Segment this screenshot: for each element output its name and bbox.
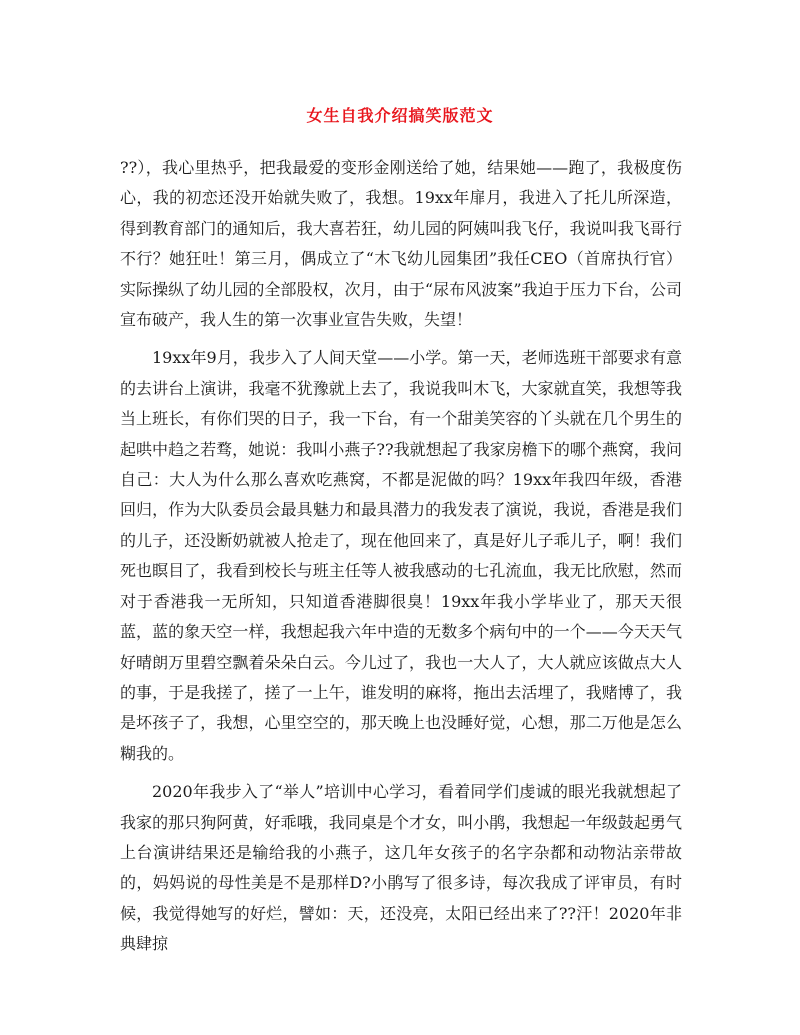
- paragraph-3: 2020年我步入了“举人”培训中心学习，看着同学们虔诚的眼光我就想起了我家的那只狗阿黄，好乖哦，我同桌是个才女，叫小鹃，我想起一年级鼓起勇气上台演讲结果还是输给我的小燕子，这几年女孩子的名字杂都和动物沾亲带故的，妈妈说的母性美是不是那样D?小鹃写了很多诗，每次我成了评审员，有时候，我觉得她写的好烂，譬如：天，还没亮，太阳已经出来了??汗！2020年非典肆掠: [120, 782, 682, 954]
- paragraph-2: 19xx年9月，我步入了人间天堂——小学。第一天，老师选班干部要求有意的去讲台上演讲，我毫不犹豫就上去了，我说我叫木飞，大家就直笑，我想等我当上班长，有你们哭的日子，我一下台，有一个甜美笑容的丫头就在几个男生的起哄中趋之若骛，她说：我叫小燕子??我就想起了我家房檐下的哪个燕窝，我问自己：大人为什么那么喜欢吃燕窝，不都是泥做的吗？19xx年我四年级，香港回归，作为大队委员会最具魅力和最具潜力的我发表了演说，我说，香港是我们的儿子，还没断奶就被人抢走了，现在他回来了，真是好儿子乖儿子，啊！我们死也瞑目了，我看到校长与班主任等人被我感动的七孔流血，我无比欣慰，然而对于香港我一无所知，只知道香港脚很臭！19xx年我小学毕业了，那天天很蓝，蓝的象天空一样，我想起我六年中造的无数多个病句中的一个——今天天气好晴朗万里碧空飘着朵朵白云。今儿过了，我也一大人了，大人就应该做点大人的事，于是我搓了，搓了一上午，谁发明的麻将，拖出去活埋了，我赌博了，我是坏孩子了，我想，心里空空的，那天晚上也没睡好觉，心想，那二万他是怎么糊我的。: [120, 348, 682, 763]
- document-body: [120, 153, 682, 960]
- document-title: 女生自我介绍搞笑版范文: [306, 106, 494, 125]
- paragraph-1: ??），我心里热乎，把我最爱的变形金刚送给了她，结果她——跑了，我极度伤心，我的初恋还没开始就失败了，我想。19xx年扉月，我进入了托儿所深造，得到教育部门的通知后，我大喜若狂，幼儿园的阿姨叫我飞仔，我说叫我飞哥行不行？她狂吐！第三月，偶成立了“木飞幼儿园集团”我任CEO（首席执行官）实际操纵了幼儿园的全部股权，次月，由于“尿布风波案”我迫于压力下台，公司宣布破产，我人生的第一次事业宣告失败，失望！: [120, 158, 682, 330]
